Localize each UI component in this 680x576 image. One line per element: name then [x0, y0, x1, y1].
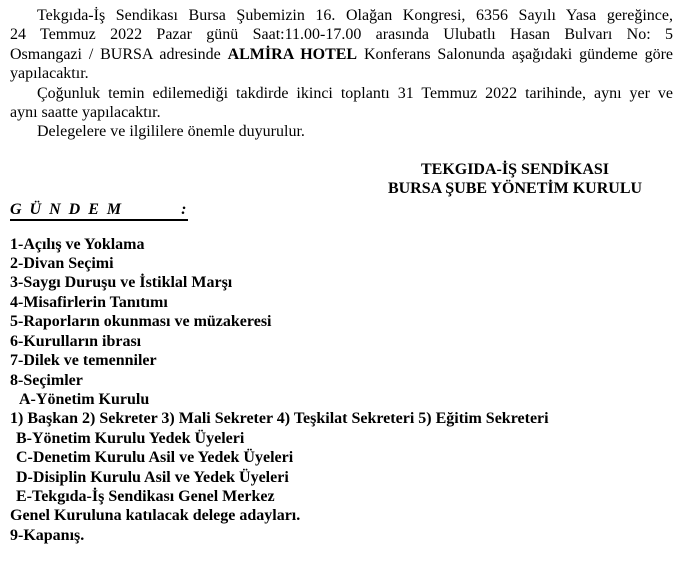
paragraph-line: [10, 45, 673, 64]
announcement-paragraph-2: [10, 84, 673, 123]
paragraph-line: aynı saatte yapılacaktır.: [10, 104, 161, 122]
hotel-name-bold: ALMİRA HOTEL: [227, 45, 358, 63]
agenda-heading-row: [10, 199, 673, 220]
agenda-item: C-Denetim Kurulu Asil ve Yedek Üyeleri: [16, 449, 294, 467]
agenda-heading: [10, 201, 188, 221]
agenda-item: 6-Kurulların ibrası: [10, 332, 142, 350]
agenda-item: D-Disiplin Kurulu Asil ve Yedek Üyeleri: [16, 468, 289, 486]
agenda-heading-colon: :: [181, 200, 189, 218]
paragraph-text: Konferans Salonunda aşağıdaki gündeme göre: [357, 45, 674, 63]
signature-line-2: BURSA ŞUBE YÖNETİM KURULU: [387, 180, 643, 198]
announcement-paragraph-1: [10, 6, 673, 84]
agenda-item: 5-Raporların okunması ve müzakeresi: [10, 313, 272, 331]
agenda-item: A-Yönetim Kurulu: [19, 390, 150, 408]
agenda-item: 7-Dilek ve temenniler: [10, 352, 157, 370]
signature-block: [350, 160, 680, 199]
agenda-list: [10, 235, 673, 546]
agenda-item: 4-Misafirlerin Tanıtımı: [10, 293, 168, 311]
signature-line-1: TEKGIDA-İŞ SENDİKASI: [420, 160, 610, 178]
paragraph-text: Osmangazi / BURSA adresinde: [10, 45, 228, 63]
agenda-item: 1-Açılış ve Yoklama: [10, 235, 145, 253]
paragraph-line: Delegelere ve ilgililere önemle duyurulur.: [37, 123, 305, 141]
agenda-item: 2-Divan Seçimi: [10, 255, 114, 273]
agenda-item: 8-Seçimler: [10, 371, 83, 389]
agenda-item: B-Yönetim Kurulu Yedek Üyeleri: [16, 429, 245, 447]
paragraph-line: Tekgıda-İş Sendikası Bursa Şubemizin 16. Olağan Kongresi, 6356 Sayılı Yasa gereğince,: [37, 7, 673, 24]
announcement-paragraph-3: [10, 122, 673, 141]
agenda-item: Genel Kuruluna katılacak delege adayları.: [10, 507, 301, 525]
paragraph-line: 24 Temmuz 2022 Pazar günü Saat:11.00-17.00 arasında Ulubatlı Hasan Bulvarı No: 5: [10, 26, 673, 44]
agenda-item: E-Tekgıda-İş Sendikası Genel Merkez: [16, 487, 275, 505]
agenda-item: 9-Kapanış.: [10, 526, 85, 544]
paragraph-line: Çoğunluk temin edilemediği takdirde ikinci toplantı 31 Temmuz 2022 tarihinde, aynı yer ve: [37, 84, 673, 102]
agenda-item: 1) Başkan 2) Sekreter 3) Mali Sekreter 4) Teşkilat Sekreteri 5) Eğitim Sekreteri: [10, 410, 549, 428]
paragraph-line: yapılacaktır.: [10, 65, 89, 83]
agenda-heading-label: G Ü N D E M: [10, 200, 124, 218]
agenda-item: 3-Saygı Duruşu ve İstiklal Marşı: [10, 274, 233, 292]
